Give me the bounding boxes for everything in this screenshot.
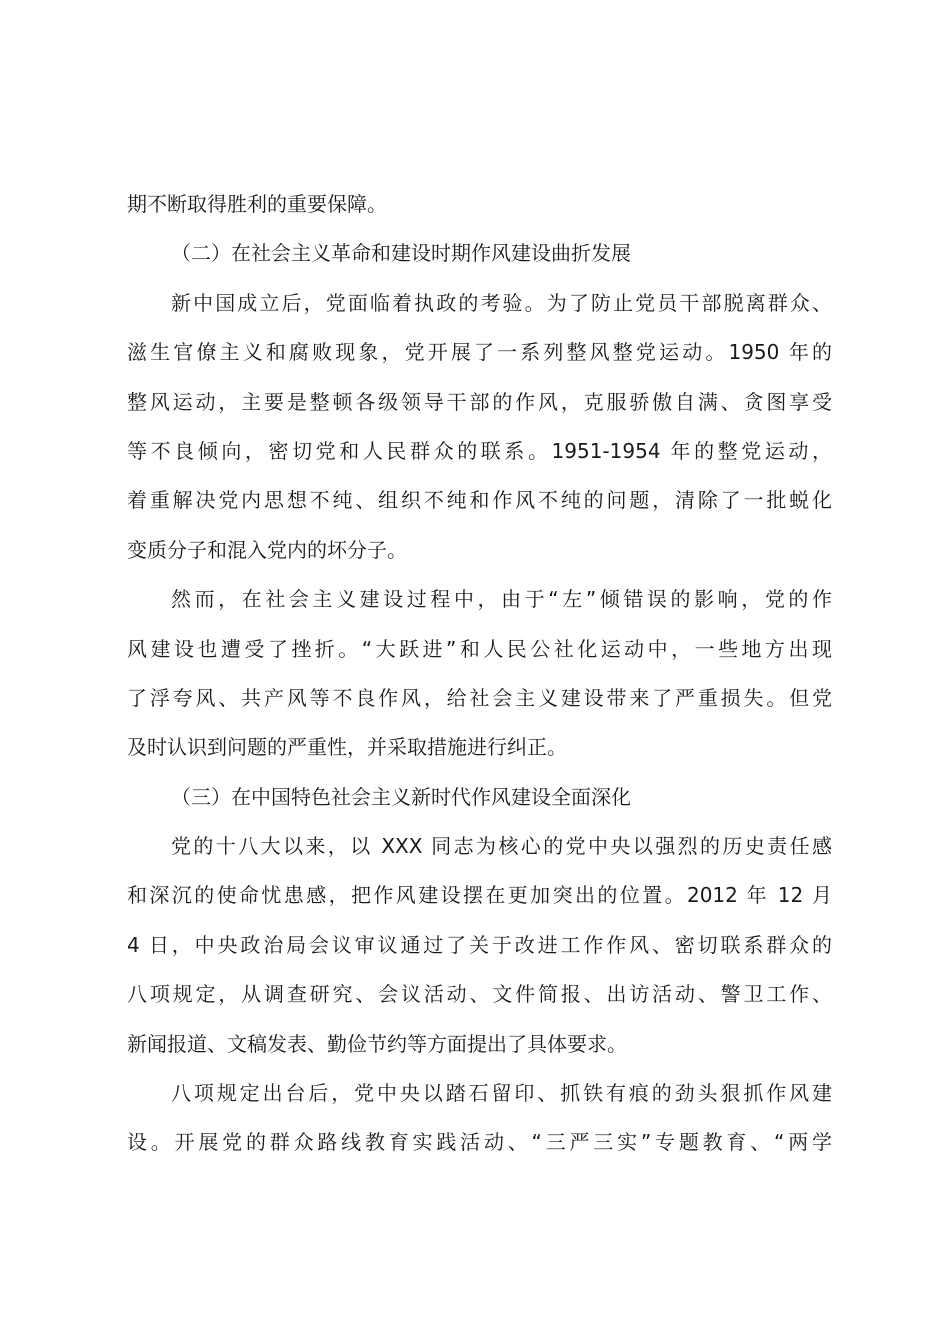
- paragraph-line: 八项规定出台后，党中央以踏石留印、抓铁有痕的劲头狠抓作风建: [171, 1081, 832, 1106]
- paragraph-line: 变质分子和混入党内的坏分子。: [127, 537, 407, 562]
- paragraph-line: 等不良倾向，密切党和人民群众的联系。1951-1954 年的整党运动，: [127, 438, 832, 463]
- paragraph-line: 新闻报道、文稿发表、勤俭节约等方面提出了具体要求。: [127, 1031, 627, 1056]
- paragraph-line: 期不断取得胜利的重要保障。: [127, 192, 387, 216]
- section-heading: （二）在社会主义革命和建设时期作风建设曲折发展: [171, 241, 631, 266]
- paragraph-line: 八项规定，从调查研究、会议活动、文件简报、出访活动、警卫工作、: [127, 982, 832, 1007]
- paragraph-line: 滋生官僚主义和腐败现象，党开展了一系列整风整党运动。1950 年的: [127, 340, 832, 365]
- paragraph-line: 新中国成立后，党面临着执政的考验。为了防止党员干部脱离群众、: [171, 290, 832, 315]
- paragraph-line: 然而，在社会主义建设过程中，由于“左”倾错误的影响，党的作: [171, 587, 832, 612]
- paragraph-line: 着重解决党内思想不纯、组织不纯和作风不纯的问题，清除了一批蜕化: [127, 488, 832, 513]
- paragraph-line: 4 日，中央政治局会议审议通过了关于改进工作作风、密切联系群众的: [127, 932, 832, 957]
- paragraph-line: 党的十八大以来，以 XXX 同志为核心的党中央以强烈的历史责任感: [171, 834, 832, 859]
- paragraph-line: 了浮夸风、共产风等不良作风，给社会主义建设带来了严重损失。但党: [127, 685, 832, 710]
- section-heading: （三）在中国特色社会主义新时代作风建设全面深化: [171, 784, 631, 809]
- paragraph-line: 整风运动，主要是整顿各级领导干部的作风，克服骄傲自满、贪图享受: [127, 389, 832, 414]
- paragraph-line: 风建设也遭受了挫折。“大跃进”和人民公社化运动中，一些地方出现: [127, 636, 832, 661]
- paragraph-line: 设。开展党的群众路线教育实践活动、“三严三实”专题教育、“两学: [127, 1130, 832, 1155]
- paragraph-line: 及时认识到问题的严重性，并采取措施进行纠正。: [127, 735, 567, 760]
- paragraph-line: 和深沉的使命忧患感，把作风建设摆在更加突出的位置。2012 年 12 月: [127, 883, 832, 908]
- document-body: [127, 180, 832, 1168]
